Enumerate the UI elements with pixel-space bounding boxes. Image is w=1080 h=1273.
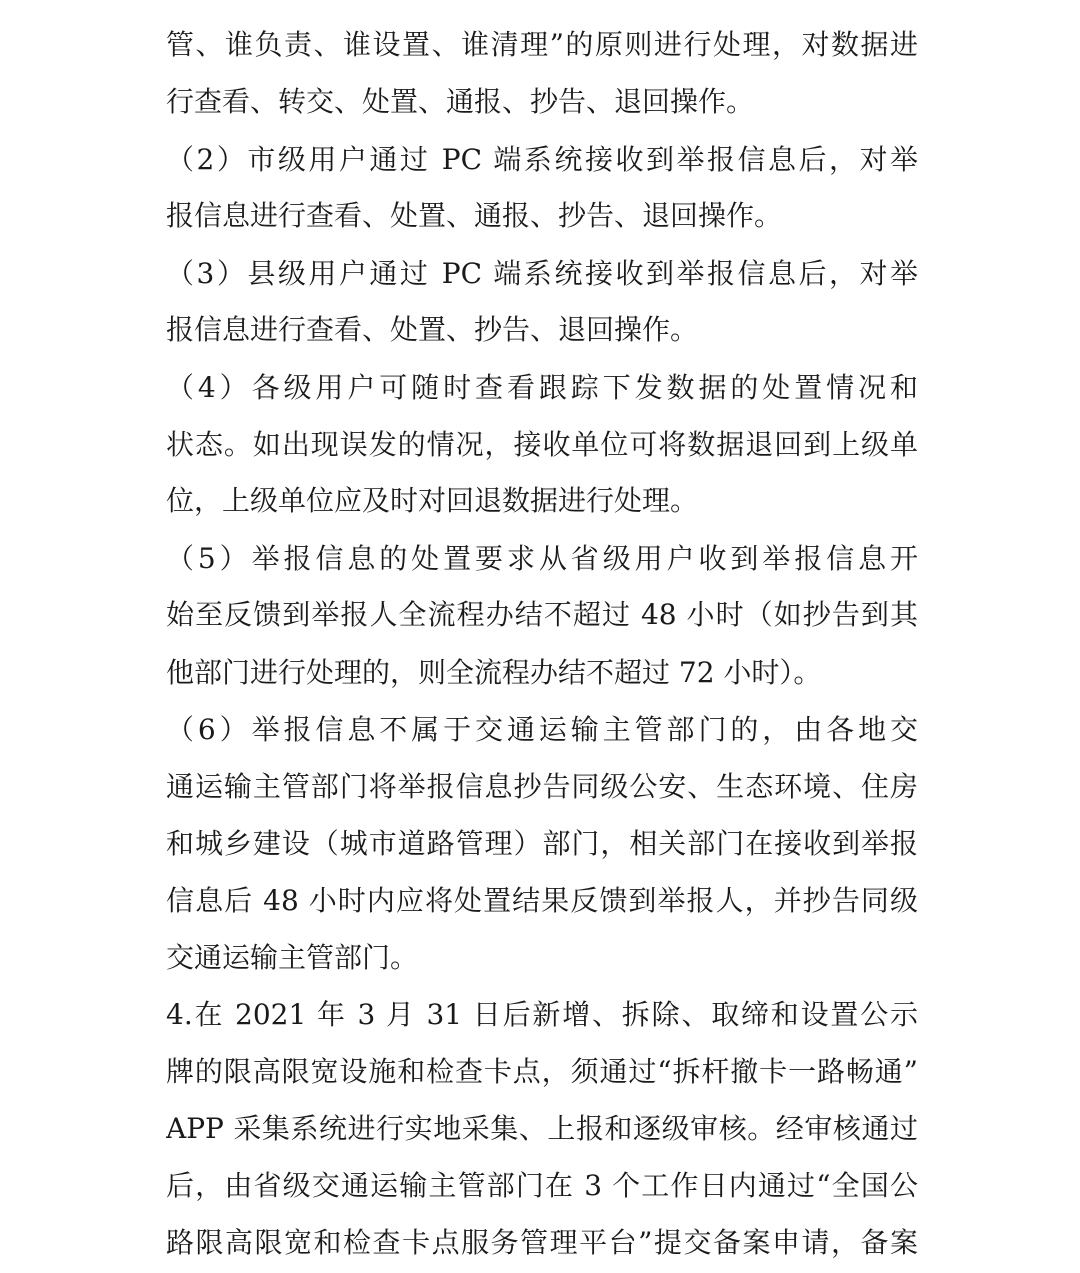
text-line-6: 报信息进行查看、处置、抄告、退回操作。: [166, 313, 699, 346]
text-line-1: 管、谁负责、谁设置、谁清理”的原则进行处理，对数据进: [166, 28, 918, 61]
text-line-11: 始至反馈到举报人全流程办结不超过 48 小时（如抄告到其: [166, 598, 918, 631]
text-line-18: 4.在 2021 年 3 月 31 日后新增、拆除、取缔和设置公示: [166, 998, 918, 1031]
text-line-12: 他部门进行处理的，则全流程办结不超过 72 小时）。: [166, 656, 822, 689]
text-line-2: 行查看、转交、处置、通报、抄告、退回操作。: [166, 85, 755, 118]
text-line-19: 牌的限高限宽设施和检查卡点，须通过“拆杆撤卡一路畅通”: [166, 1055, 918, 1088]
text-line-9: 位，上级单位应及时对回退数据进行处理。: [166, 484, 699, 517]
text-line-8: 状态。如出现误发的情况，接收单位可将数据退回到上级单: [166, 428, 918, 461]
text-line-14: 通运输主管部门将举报信息抄告同级公安、生态环境、住房: [166, 770, 918, 803]
text-line-16: 信息后 48 小时内应将处置结果反馈到举报人，并抄告同级: [166, 884, 918, 917]
text-line-4: 报信息进行查看、处置、通报、抄告、退回操作。: [166, 199, 783, 232]
text-line-17: 交通运输主管部门。: [166, 941, 419, 974]
text-line-15: 和城乡建设（城市道路管理）部门，相关部门在接收到举报: [166, 827, 918, 860]
text-line-10: （5）举报信息的处置要求从省级用户收到举报信息开: [166, 542, 918, 575]
text-line-21: 后，由省级交通运输主管部门在 3 个工作日内通过“全国公: [166, 1169, 918, 1202]
text-line-13: （6）举报信息不属于交通运输主管部门的，由各地交: [166, 713, 918, 746]
text-line-20: APP 采集系统进行实地采集、上报和逐级审核。经审核通过: [166, 1112, 918, 1145]
text-line-7: （4）各级用户可随时查看跟踪下发数据的处置情况和: [166, 371, 918, 404]
text-line-5: （3）县级用户通过 PC 端系统接收到举报信息后，对举: [166, 257, 918, 290]
text-line-3: （2）市级用户通过 PC 端系统接收到举报信息后，对举: [166, 143, 918, 176]
text-line-22: 路限高限宽和检查卡点服务管理平台”提交备案申请，备案: [166, 1226, 918, 1259]
